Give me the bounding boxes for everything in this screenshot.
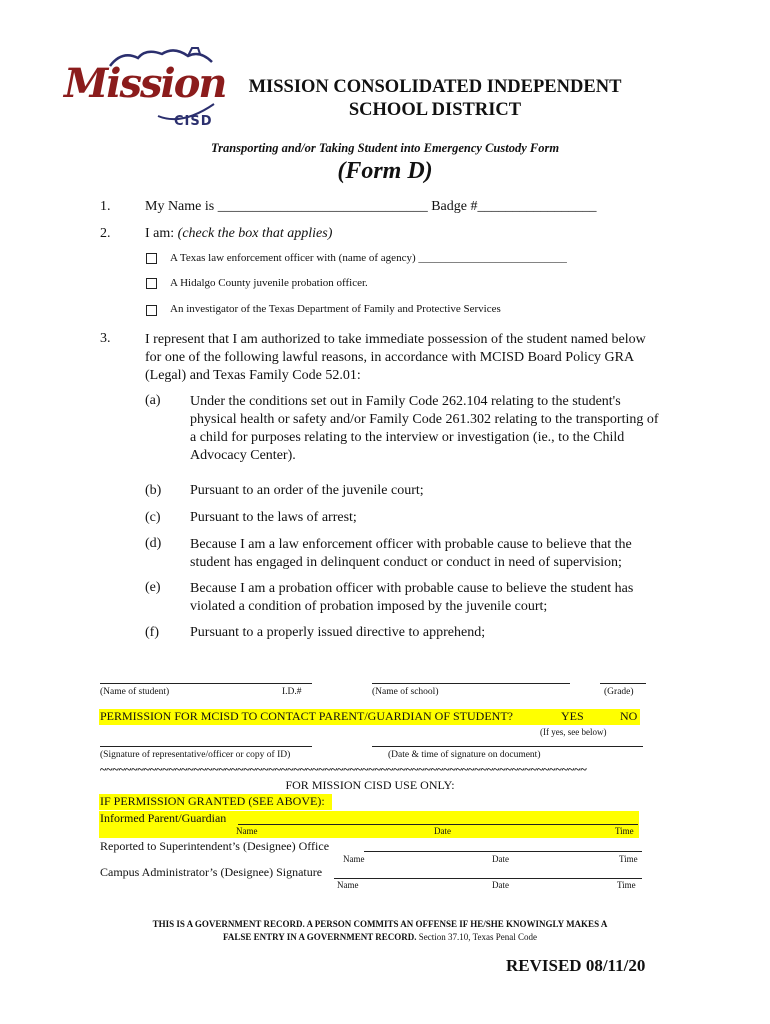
superintendent-time-caption: Time [619,854,638,864]
item-2-hint: (check the box that applies) [177,226,333,241]
government-record-notice-2 [100,932,660,942]
reason-c-text: Pursuant to the laws of arrest; [190,510,357,525]
item-2-number: 2. [100,226,111,241]
permission-granted-label: IF PERMISSION GRANTED (SEE ABOVE): [100,794,325,808]
reason-a-label: (a) [145,393,161,408]
superintendent-office-label: Reported to Superintendent’s (Designee) Office [100,839,330,853]
item-2-label [145,226,332,242]
grade-caption: (Grade) [604,687,634,697]
campus-admin-date-caption: Date [492,880,509,890]
name-badge-field[interactable]: My Name is ______________________________ Badge #_________________ [145,199,597,214]
campus-admin-name-caption: Name [337,880,359,890]
informed-parent-line[interactable] [238,824,638,825]
informed-parent-date-caption: Date [434,826,451,836]
org-line-1: MISSION CONSOLIDATED INDEPENDENT [248,77,622,97]
notice-false-entry: FALSE ENTRY IN A GOVERNMENT RECORD. [223,932,417,942]
permission-question: PERMISSION FOR MCISD TO CONTACT PARENT/GUARDIAN OF STUDENT? [100,709,513,723]
organization-name [230,76,640,122]
signature-date-line[interactable] [372,746,643,747]
reason-c-label: (c) [145,510,161,525]
student-id-caption: I.D.# [282,687,302,697]
signature-date-caption: (Date & time of signature on document) [388,750,541,760]
reason-e-label: (e) [145,580,161,595]
superintendent-office-line[interactable] [364,851,642,852]
campus-admin-line[interactable] [334,878,642,879]
item-3-number: 3. [100,331,111,346]
superintendent-date-caption: Date [492,854,509,864]
representative-signature-line[interactable] [100,746,312,747]
item-2-lead: I am: [145,226,175,241]
checkbox-texas-officer[interactable] [146,253,157,264]
student-name-line[interactable] [100,683,312,684]
reason-a-text: Under the conditions set out in Family Code 262.104 relating to the student's physical health or safety and/or Family Code 261.302 relating to the transporting of a child for purposes relating to the interview or investigation (ie., to the Child Advocacy Center). [190,394,659,463]
campus-admin-label: Campus Administrator’s (Designee) Signature [100,865,323,879]
item-1-number: 1. [100,199,111,214]
option-probation-officer: A Hidalgo County juvenile probation officer. [170,277,368,289]
org-line-2: SCHOOL DISTRICT [348,100,522,120]
checkbox-dfps-investigator[interactable] [146,305,157,316]
representative-caption: (Signature of representative/officer or copy of ID) [100,750,291,760]
mission-cisd-logo [62,44,226,136]
option-dfps-investigator: An investigator of the Texas Department of Family and Protective Services [170,303,501,315]
reason-f-label: (f) [145,625,159,640]
revised-date: REVISED 08/11/20 [506,956,646,975]
informed-parent-label: Informed Parent/Guardian [100,811,227,825]
reason-e-text: Because I am a probation officer with probable cause to believe the student has violated a condition of probation imposed by the juvenile court; [190,581,634,614]
form-subtitle: Transporting and/or Taking Student into Emergency Custody Form [210,141,560,155]
item-3-statement: I represent that I am authorized to take immediate possession of the student named below for one of the following lawful reasons, in accordance with MCISD Board Policy GRA (Legal) and Texas Family Code 52.01: [145,332,646,383]
permission-no[interactable]: NO [620,709,638,723]
form-id: (Form D) [337,158,433,184]
reason-d-label: (d) [145,536,162,551]
government-record-notice-1: THIS IS A GOVERNMENT RECORD. A PERSON COMMITS AN OFFENSE IF HE/SHE KNOWINGLY MAKES A [152,919,608,929]
checkbox-probation-officer[interactable] [146,278,157,289]
logo-wordmark: Mission [64,60,226,107]
tilde-divider: ~~~~~~~~~~~~~~~~~~~~~~~~~~~~~~~~~~~~~~~~~~~~~~~~~~~~~~~~~~~~~~~~~~~~~~~~~~~~~~ [100,762,587,776]
if-yes-note: (If yes, see below) [540,727,607,737]
reason-b-label: (b) [145,483,162,498]
grade-line[interactable] [600,683,646,684]
superintendent-name-caption: Name [343,854,365,864]
school-name-line[interactable] [372,683,570,684]
notice-penal-code: Section 37.10, Texas Penal Code [418,932,537,942]
office-use-heading: FOR MISSION CISD USE ONLY: [285,778,455,792]
informed-parent-time-caption: Time [615,826,634,836]
campus-admin-time-caption: Time [617,880,636,890]
informed-parent-name-caption: Name [236,826,258,836]
reason-d-text: Because I am a law enforcement officer with probable cause to believe that the student has engaged in delinquent conduct or conduct in need of supervision; [190,537,632,570]
reason-f-text: Pursuant to a properly issued directive to apprehend; [190,625,486,640]
permission-yes[interactable]: YES [561,709,584,723]
logo-subtext: CISD [174,114,213,129]
option-texas-officer: A Texas law enforcement officer with (name of agency) ___________________________ [170,252,567,264]
student-name-caption: (Name of student) [100,687,170,697]
reason-b-text: Pursuant to an order of the juvenile court; [190,483,424,498]
school-name-caption: (Name of school) [372,687,439,697]
